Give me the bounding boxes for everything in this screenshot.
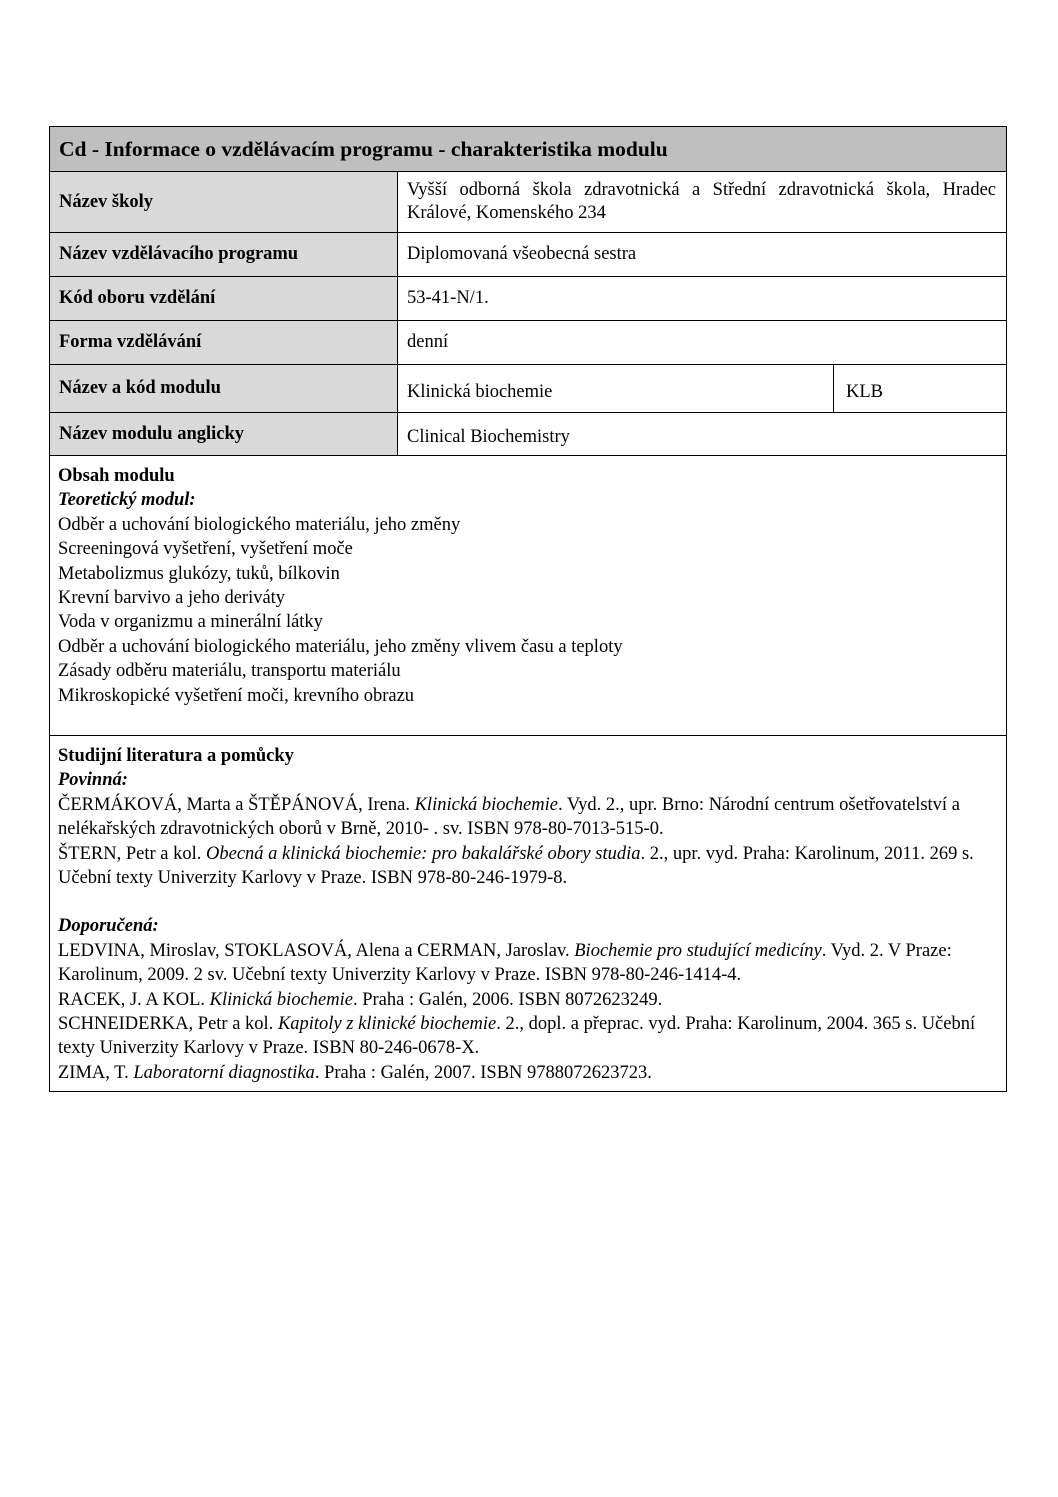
reference-title: Laboratorní diagnostika xyxy=(133,1062,315,1083)
reference-item: ŠTERN, Petr a kol. Obecná a klinická biochemie: pro bakalářské obory studia. 2., upr. vyd. Praha: Karolinum, 2011. 269 s. Učební texty Univerzity Karlovy v Praze. ISBN 978-80-246-1979-8. xyxy=(58,843,974,889)
content-item: Zásady odběru materiálu, transportu materiálu xyxy=(58,661,401,682)
content-heading: Obsah modulu xyxy=(58,466,175,486)
content-item: Mikroskopické vyšetření moči, krevního obrazu xyxy=(58,685,415,706)
recommended-list xyxy=(58,939,997,1085)
row-label: Název školy xyxy=(50,172,398,232)
reference-item: ZIMA, T. Laboratorní diagnostika. Praha : Galén, 2007. ISBN 9788072623723. xyxy=(58,1062,652,1083)
reference-item: SCHNEIDERKA, Petr a kol. Kapitoly z klinické biochemie. 2., dopl. a přeprac. vyd. Praha: Karolinum, 2004. 365 s. Učební texty Univerzity Karlovy v Praze. ISBN 80-246-0678-X. xyxy=(58,1014,976,1059)
row-module-en xyxy=(50,413,1006,456)
required-list xyxy=(58,793,997,891)
row-field-code xyxy=(50,277,1006,321)
module-card xyxy=(49,126,1007,1092)
row-school xyxy=(50,172,1006,233)
row-label: Název a kód modulu xyxy=(50,365,398,412)
reference-title: Biochemie pro studující medicíny xyxy=(574,940,822,961)
module-code: KLB xyxy=(846,382,883,402)
content-item: Odběr a uchování biologického materiálu, jeho změny xyxy=(58,514,461,535)
card-title: Cd - Informace o vzdělávacím programu - charakteristika modulu xyxy=(50,127,1006,172)
content-item: Voda v organizmu a minerální látky xyxy=(58,612,323,633)
content-item: Odběr a uchování biologického materiálu, jeho změny vlivem času a teploty xyxy=(58,636,623,657)
reference-item: RACEK, J. A KOL. Klinická biochemie. Praha : Galén, 2006. ISBN 8072623249. xyxy=(58,989,663,1010)
row-value: 53-41-N/1. xyxy=(407,288,489,308)
content-item: Screeningová vyšetření, vyšetření moče xyxy=(58,539,353,560)
module-content xyxy=(50,456,1006,736)
row-label: Kód oboru vzdělání xyxy=(50,277,398,320)
literature-heading: Studijní literatura a pomůcky xyxy=(58,746,294,766)
row-label: Forma vzdělávání xyxy=(50,321,398,364)
required-heading: Povinná: xyxy=(58,770,128,791)
reference-title: Klinická biochemie xyxy=(209,989,353,1010)
reference-title: Klinická biochemie xyxy=(414,794,558,815)
content-item: Krevní barvivo a jeho deriváty xyxy=(58,588,286,609)
recommended-heading: Doporučená: xyxy=(58,916,159,937)
content-item: Metabolizmus glukózy, tuků, bílkovin xyxy=(58,563,340,584)
reference-item: LEDVINA, Miroslav, STOKLASOVÁ, Alena a CERMAN, Jaroslav. Biochemie pro studující medicíny. Vyd. 2. V Praze: Karolinum, 2009. 2 sv. Učební texty Univerzity Karlovy v Praze. ISBN 978-80-246-1414-4. xyxy=(58,940,952,986)
content-list xyxy=(58,513,997,708)
row-program xyxy=(50,233,1006,277)
row-value: Diplomovaná všeobecná sestra xyxy=(407,244,637,264)
row-form xyxy=(50,321,1006,365)
row-value: Klinická biochemie xyxy=(398,365,834,412)
row-value: Clinical Biochemistry xyxy=(407,426,570,447)
row-value: Vyšší odborná škola zdravotnická a Střední zdravotnická škola, Hradec Králové, Komenského 234 xyxy=(407,180,996,223)
literature xyxy=(50,736,1006,1091)
row-module xyxy=(50,365,1006,413)
row-label: Název modulu anglicky xyxy=(50,413,398,455)
row-value: denní xyxy=(407,332,449,352)
reference-item: ČERMÁKOVÁ, Marta a ŠTĚPÁNOVÁ, Irena. Klinická biochemie. Vyd. 2., upr. Brno: Národní centrum ošetřovatelství a nelékařských zdravotnických oborů v Brně, 2010- . sv. ISBN 978-80-7013-515-0. xyxy=(58,794,960,840)
content-subheading: Teoretický modul: xyxy=(58,490,196,511)
reference-title: Obecná a klinická biochemie: pro bakalářské obory studia xyxy=(206,843,641,864)
reference-title: Kapitoly z klinické biochemie xyxy=(277,1014,497,1035)
row-label: Název vzdělávacího programu xyxy=(50,233,398,276)
